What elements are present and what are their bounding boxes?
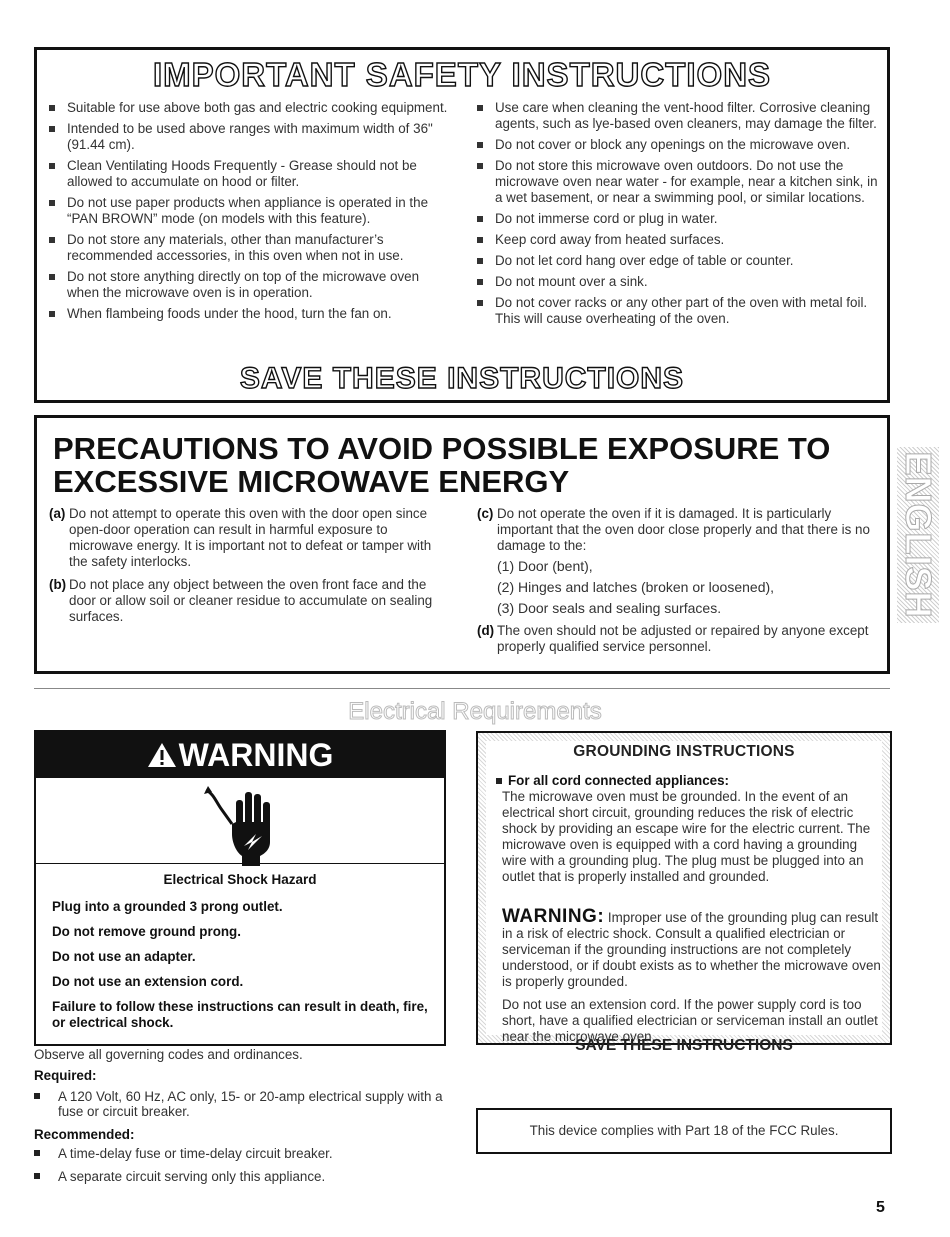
- grounding-subtitle: For all cord connected appliances:: [496, 773, 729, 788]
- grounding-title: GROUNDING INSTRUCTIONS: [573, 743, 795, 760]
- recommended-list: [34, 1146, 444, 1192]
- required-label: Required:: [34, 1068, 97, 1083]
- warning-text: Improper use of the grounding plug can result in a risk of electric shock. Consult a qualified electrician or serviceman if the grounding instructions are not completely understood, or if doubt exists as to whether the microwave oven is properly grounded.: [502, 910, 881, 989]
- safety-title: IMPORTANT SAFETY INSTRUCTIONS: [152, 56, 772, 93]
- page-number: 5: [876, 1199, 885, 1216]
- fcc-compliance-notice: This device complies with Part 18 of the FCC Rules.: [476, 1108, 892, 1154]
- safety-instructions-box: [34, 47, 890, 403]
- list-item: Do not mount over a sink.: [465, 274, 885, 290]
- precautions-list-left: [37, 506, 447, 632]
- list-item: [37, 506, 447, 570]
- item-label: (c): [477, 506, 494, 521]
- safety-list-right: [465, 100, 885, 332]
- list-item: (3) Door seals and sealing surfaces.: [497, 600, 722, 616]
- item-text: Do not operate the oven if it is damaged. It is particularly important that the oven door close properly and that there is no damage to the:: [497, 506, 870, 553]
- list-item: (1) Door (bent),: [497, 558, 593, 574]
- list-item: Do not store any materials, other than manufacturer’s recommended accessories, in this oven when not in use.: [37, 232, 452, 264]
- list-item: Do not cover racks or any other part of the oven with metal foil. This will cause overheating of the oven.: [465, 295, 885, 327]
- recommended-label: Recommended:: [34, 1127, 135, 1142]
- precautions-title: PRECAUTIONS TO AVOID POSSIBLE EXPOSURE TO EXCESSIVE MICROWAVE ENERGY: [53, 431, 831, 499]
- warning-line: Do not use an extension cord.: [52, 974, 244, 989]
- observe-codes-text: Observe all governing codes and ordinances.: [34, 1047, 303, 1062]
- item-label: (a): [49, 506, 66, 521]
- list-item: Do not store this microwave oven outdoors. Do not use the microwave oven near water - for example, near a kitchen sink, in a wet basement, or near a swimming pool, or similar locations.: [465, 158, 885, 206]
- list-item: A time-delay fuse or time-delay circuit breaker.: [34, 1146, 444, 1161]
- language-label: ENGLISH: [898, 451, 939, 619]
- electric-shock-hand-icon: [202, 784, 282, 868]
- list-item: A separate circuit serving only this appliance.: [34, 1169, 444, 1184]
- list-item: Do not let cord hang over edge of table or counter.: [465, 253, 885, 269]
- list-item: (2) Hinges and latches (broken or loosened),: [497, 579, 775, 595]
- grounding-content: [486, 741, 882, 1054]
- list-item: When flambeing foods under the hood, turn the fan on.: [37, 306, 452, 322]
- damage-sublist: [497, 558, 885, 616]
- precautions-list-right: [465, 506, 885, 662]
- item-label: (d): [477, 623, 495, 638]
- list-item: Do not immerse cord or plug in water.: [465, 211, 885, 227]
- warning-triangle-icon: [147, 742, 177, 768]
- grounding-instructions-box: [476, 731, 892, 1054]
- list-item: Do not store anything directly on top of the microwave oven when the microwave oven is in operation.: [37, 269, 452, 301]
- warning-header: [36, 732, 444, 778]
- item-text: The oven should not be adjusted or repaired by anyone except properly qualified service personnel.: [497, 623, 869, 654]
- list-item: [465, 506, 885, 616]
- list-item: [465, 623, 885, 655]
- warning-label: WARNING: [178, 737, 334, 773]
- required-list: [34, 1089, 444, 1127]
- list-item: [37, 577, 447, 625]
- list-item: Suitable for use above both gas and electric cooking equipment.: [37, 100, 452, 116]
- save-instructions-heading: SAVE THESE INSTRUCTIONS: [239, 362, 685, 395]
- electrical-requirements-heading: Electrical Requirements: [348, 698, 602, 725]
- warning-line: Do not use an adapter.: [52, 949, 196, 964]
- save-instructions-heading: SAVE THESE INSTRUCTIONS: [575, 1037, 793, 1054]
- list-item: A 120 Volt, 60 Hz, AC only, 15- or 20-amp electrical supply with a fuse or circuit breaker.: [34, 1089, 444, 1119]
- warning-line: Failure to follow these instructions can result in death, fire, or electrical shock.: [52, 999, 428, 1030]
- language-side-tab: [897, 447, 939, 623]
- list-item: Intended to be used above ranges with maximum width of 36" (91.44 cm).: [37, 121, 452, 153]
- grounding-paragraph: The microwave oven must be grounded. In the event of an electrical short circuit, grounding reduces the risk of electric shock by providing an escape wire for the electric current. The microwave oven is equipped with a cord having a grounding wire with a grounding plug. The plug must be plugged into an outlet that is properly installed and grounded.: [502, 789, 871, 884]
- list-item: Do not use paper products when appliance is operated in the “PAN BROWN” mode (on models with this feature).: [37, 195, 452, 227]
- warning-divider: [36, 863, 444, 864]
- item-label: (b): [49, 577, 67, 592]
- grounding-paragraph: Do not use an extension cord. If the power supply cord is too short, have a qualified electrician or serviceman install an outlet near the microwave oven.: [502, 997, 878, 1044]
- list-item: Use care when cleaning the vent-hood filter. Corrosive cleaning agents, such as lye-based oven cleaners, may damage the filter.: [465, 100, 885, 132]
- grounding-warning: [502, 906, 884, 990]
- warning-label: WARNING:: [502, 906, 605, 927]
- warning-line: Do not remove ground prong.: [52, 924, 241, 939]
- hazard-title: Electrical Shock Hazard: [163, 872, 317, 887]
- list-item: Clean Ventilating Hoods Frequently - Grease should not be allowed to accumulate on hood or filter.: [37, 158, 452, 190]
- list-item: Do not cover or block any openings on the microwave oven.: [465, 137, 885, 153]
- item-text: Do not attempt to operate this oven with the door open since open-door operation can result in harmful exposure to microwave energy. It is important not to defeat or tamper with the safety interlocks.: [69, 506, 432, 569]
- warning-box: [34, 730, 446, 1046]
- safety-list-left: [37, 100, 452, 327]
- item-text: Do not place any object between the oven front face and the door or allow soil or cleaner residue to accumulate on sealing surfaces.: [69, 577, 433, 624]
- list-item: Keep cord away from heated surfaces.: [465, 232, 885, 248]
- section-divider: [34, 688, 890, 689]
- warning-line: Plug into a grounded 3 prong outlet.: [52, 899, 283, 914]
- precautions-box: [34, 415, 890, 674]
